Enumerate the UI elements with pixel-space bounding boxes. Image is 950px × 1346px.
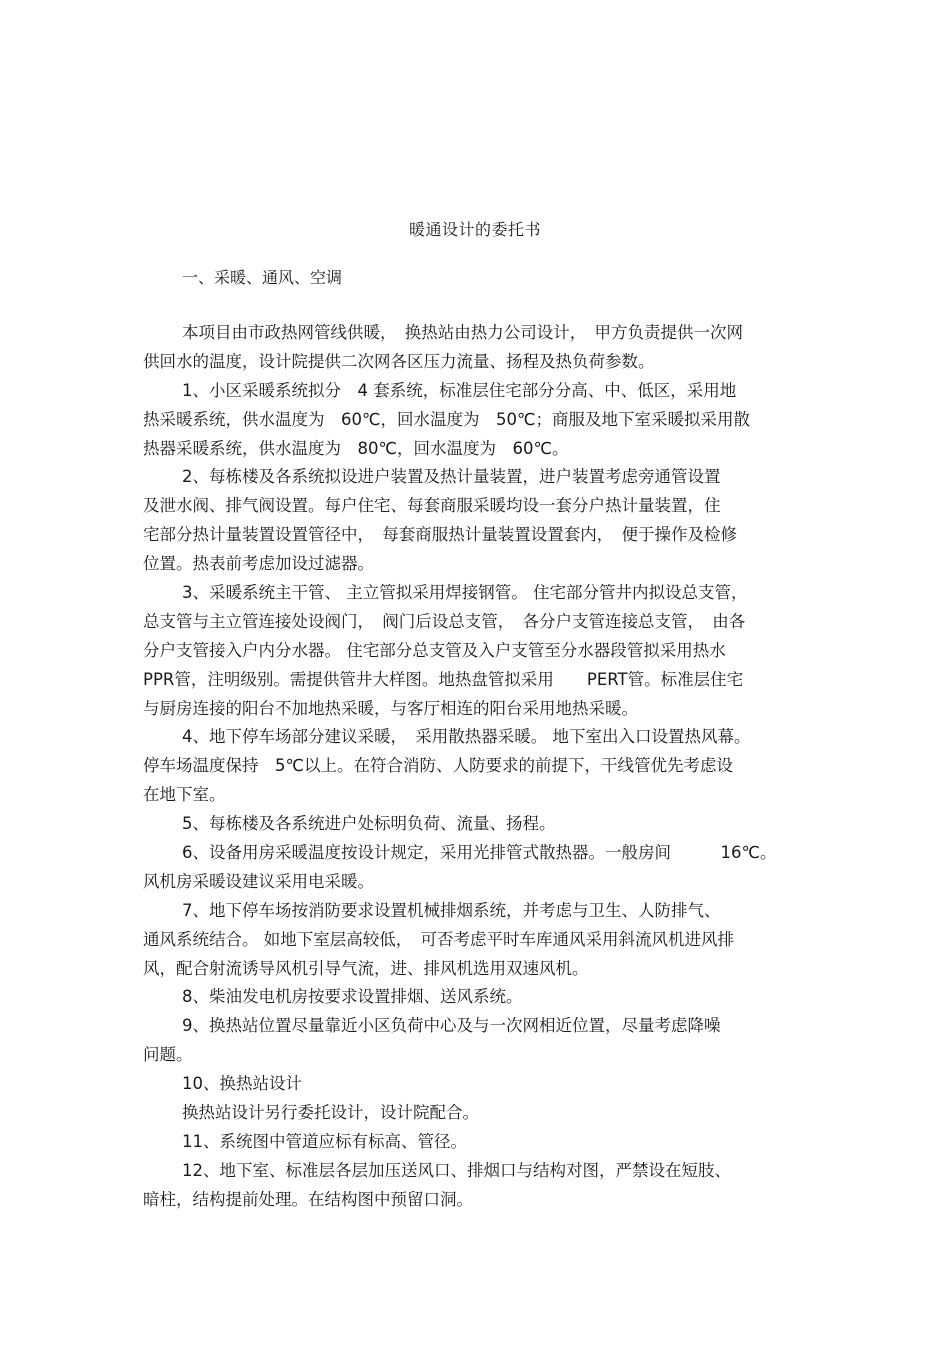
- text-line: 1、小区采暖系统拟分 4 套系统，标准层住宅部分分高、中、低区，采用地: [182, 380, 737, 400]
- text-line: 2、每栋楼及各系统拟设进户装置及热计量装置，进户装置考虑旁通管设置: [182, 467, 721, 487]
- section-heading: 一、采暖、通风、空调: [182, 268, 343, 287]
- text-line: 在地下室。: [143, 785, 226, 805]
- text-line: 热采暖系统，供水温度为 60℃，回水温度为 50℃；商服及地下室采暖拟采用散: [143, 409, 751, 429]
- text-line: 6、设备用房采暖温度按设计规定，采用光排管式散热器。一般房间 16℃。: [182, 843, 777, 863]
- text-line: 7、地下停车场按消防要求设置机械排烟系统，并考虑与卫生、人防排气、: [182, 900, 721, 920]
- text-line: 9、换热站位置尽量靠近小区负荷中心及与一次网相近位置，尽量考虑降噪: [182, 1016, 721, 1036]
- text-line: 停车场温度保持 5℃以上。在符合消防、人防要求的前提下，干线管优先考虑设: [143, 756, 734, 776]
- text-line: 8、柴油发电机房按要求设置排烟、送风系统。: [182, 987, 523, 1007]
- text-line: 暗柱，结构提前处理。在结构图中预留口洞。: [143, 1189, 473, 1209]
- text-line: 通风系统结合。 如地下室层高较低， 可否考虑平时车库通风采用斜流风机进风排: [143, 929, 734, 949]
- text-line: 及泄水阀、排气阀设置。每户住宅、每套商服采暖均设一套分户热计量装置，住: [143, 496, 721, 516]
- text-line: 风机房采暖设建议采用电采暖。: [143, 871, 374, 891]
- text-line: 与厨房连接的阳台不加地热采暖，与客厅相连的阳台采用地热采暖。: [143, 698, 638, 718]
- text-line: 3、采暖系统主干管、 主立管拟采用焊接钢管。 住宅部分管井内拟设总支管，: [182, 583, 748, 603]
- text-line: 问题。: [143, 1045, 193, 1065]
- text-line: 位置。热表前考虑加设过滤器。: [143, 554, 374, 574]
- text-line: 本项目由市政热网管线供暖， 换热站由热力公司设计， 甲方负责提供一次网: [182, 323, 743, 342]
- text-line: 风，配合射流诱导风机引导气流，进、排风机选用双速风机。: [143, 958, 589, 978]
- text-line: 分户支管接入户内分水器。 住宅部分总支管及入户支管至分水器段管拟采用热水: [143, 640, 726, 660]
- text-line: 12、地下室、标准层各层加压送风口、排烟口与结构对图，严禁设在短肢、: [182, 1160, 731, 1180]
- text-line: 换热站设计另行委托设计，设计院配合。: [182, 1103, 479, 1123]
- text-line: 总支管与主立管连接处设阀门， 阀门后设总支管， 各分户支管连接总支管， 由各: [143, 611, 746, 631]
- text-line: 5、每栋楼及各系统进户处标明负荷、流量、扬程。: [182, 814, 556, 834]
- document-title: 暖通设计的委托书: [408, 220, 541, 239]
- text-line: 10、换热站设计: [182, 1074, 302, 1094]
- text-line: 11、系统图中管道应标有标高、管径。: [182, 1131, 467, 1151]
- text-line: 4、地下停车场部分建议采暖， 采用散热器采暖。 地下室出入口设置热风幕。: [182, 727, 751, 747]
- text-line: 宅部分热计量装置设置管径中， 每套商服热计量装置设置套内， 便于操作及检修: [143, 525, 737, 545]
- text-line: 供回水的温度，设计院提供二次网各区压力流量、扬程及热负荷参数。: [143, 351, 655, 371]
- document-body: [143, 319, 813, 1215]
- text-line: PPR管，注明级别。需提供管井大样图。地热盘管拟采用 PERT管。标准层住宅: [143, 669, 744, 689]
- text-line: 热器采暖系统，供水温度为 80℃，回水温度为 60℃。: [143, 438, 569, 458]
